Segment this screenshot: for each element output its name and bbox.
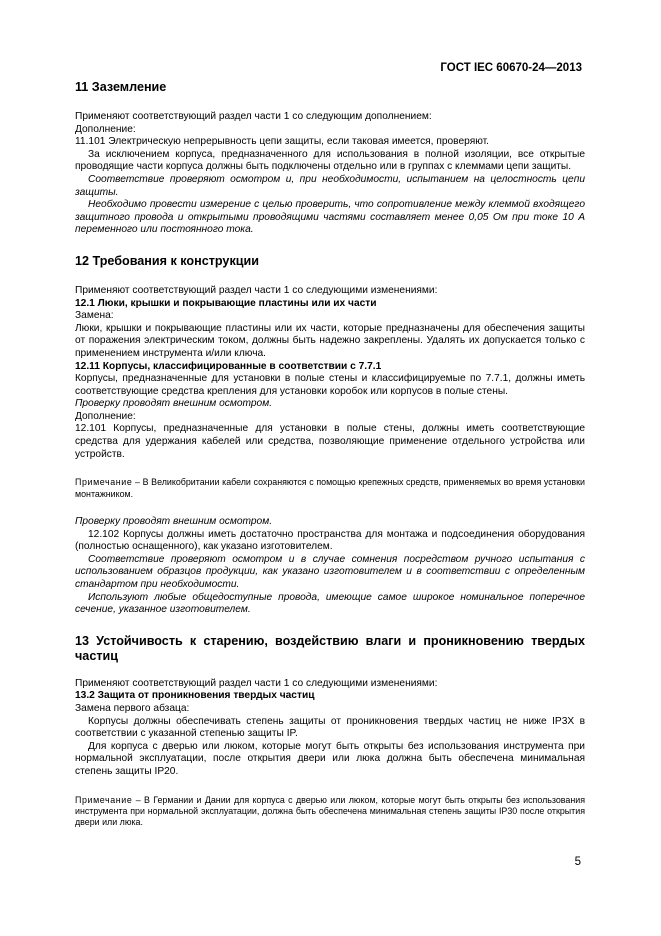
s13-paragraph-4: Для корпуса с дверью или люком, которые могут быть открыты без использования инструмента при нормальной эксплуатации, после открытия двери или люка должна быть обеспечена минимальная степень защиты IP20. — [75, 740, 585, 777]
s11-paragraph-4: За исключением корпуса, предназначенного для использования в полной изоляции, все открытые проводящие части корпуса должны быть подключены отдельно или в группах с клеммами цепи защиты. — [75, 148, 585, 173]
s11-paragraph-2: Дополнение: — [75, 123, 136, 135]
s12-subheading-1: 12.1 Люки, крышки и покрывающие пластины или их части — [75, 297, 377, 309]
s13-paragraph-1: Применяют соответствующий раздел части 1 со следующими изменениями: — [75, 677, 438, 689]
s13-paragraph-3: Корпусы должны обеспечивать степень защиты от проникновения твердых частиц не ниже IP3X в соответствии с указанной степенью защиты IP. — [75, 715, 585, 740]
standard-header: ГОСТ IEC 60670-24—2013 — [440, 62, 582, 74]
section-13-title: 13 Устойчивость к старению, воздействию влаги и проникновению твердых частиц — [75, 633, 585, 663]
s13-note-label: Примечание — [75, 794, 133, 805]
s13-paragraph-2: Замена первого абзаца: — [75, 703, 190, 714]
s13-note — [75, 795, 585, 829]
s11-paragraph-5: Соответствие проверяют осмотром и, при необходимости, испытанием на целостность цепи защиты. — [75, 173, 585, 198]
s12-paragraph-5: Проверку проводят внешним осмотром. — [75, 398, 273, 410]
s12-note-text: – В Великобритании кабели сохраняются с помощью крепежных средств, применяемых во время установки монтажником. — [75, 477, 585, 499]
s12-paragraph-10: Соответствие проверяют осмотром и в случае сомнения посредством ручного испытания с использованием образцов продукции, как указано изготовителем и в соответствии с определенным стандартом при необходимости. — [75, 553, 585, 591]
s12-paragraph-2: Замена: — [75, 310, 114, 322]
section-12-title: 12 Требования к конструкции — [75, 253, 259, 268]
s12-note — [75, 477, 585, 500]
s11-paragraph-6: Необходимо провести измерение с целью проверить, что сопротивление между клеммой входящего защитного провода и открытыми проводящими частями составляет менее 0,05 Ом при токе 10 А переменного или постоянного тока. — [75, 199, 585, 236]
s12-subheading-2: 12.11 Корпусы, классифицированные в соответствии с 7.7.1 — [75, 360, 382, 372]
s12-paragraph-11: Используют любые общедоступные провода, имеющие самое широкое номинальное поперечное сечение, указанное изготовителем. — [75, 591, 585, 616]
s11-paragraph-3: 11.101 Электрическую непрерывность цепи защиты, если таковая имеется, проверяют. — [75, 136, 489, 148]
s12-note-label: Примечание — [75, 477, 133, 488]
s12-paragraph-1: Применяют соответствующий раздел части 1 со следующими изменениями: — [75, 284, 438, 296]
s12-paragraph-8: Проверку проводят внешним осмотром. — [75, 516, 273, 528]
s13-note-text: – В Германии и Дании для корпуса с дверью или люком, которые могут быть открыты без использования инструмента при нормальной эксплуатации, должна быть обеспечена минимальная степень защиты IP30 после открытия двери или люка. — [75, 794, 585, 828]
s12-paragraph-9: 12.102 Корпусы должны иметь достаточно пространства для монтажа и подсоединения оборудования (полностью оснащенного), как указано изготовителем. — [75, 528, 585, 553]
s11-paragraph-1: Применяют соответствующий раздел части 1 со следующим дополнением: — [75, 111, 432, 122]
s12-paragraph-6: Дополнение: — [75, 410, 136, 422]
s12-paragraph-3: Люки, крышки и покрывающие пластины или их части, которые предназначены для обеспечения защиты от поражения электрическим током, должны быть надежно закреплены. Удалять их допускается только с применением инструмента и/или ключа. — [75, 322, 585, 359]
s12-paragraph-7: 12.101 Корпусы, предназначенные для установки в полые стены, должны иметь соответствующие средства для удержания кабелей или средства, позволяющие применение отдельного устройства или устройств. — [75, 423, 585, 460]
section-11-title: 11 Заземление — [75, 80, 167, 94]
s13-subheading-1: 13.2 Защита от проникновения твердых частиц — [75, 690, 315, 702]
page-number: 5 — [574, 856, 581, 868]
s12-paragraph-4: Корпусы, предназначенные для установки в полые стены и классифицируемые по 7.7.1, должны иметь соответствующие средства крепления для установки коробок или корпусов в полые стены. — [75, 373, 585, 397]
page-content — [75, 80, 585, 829]
